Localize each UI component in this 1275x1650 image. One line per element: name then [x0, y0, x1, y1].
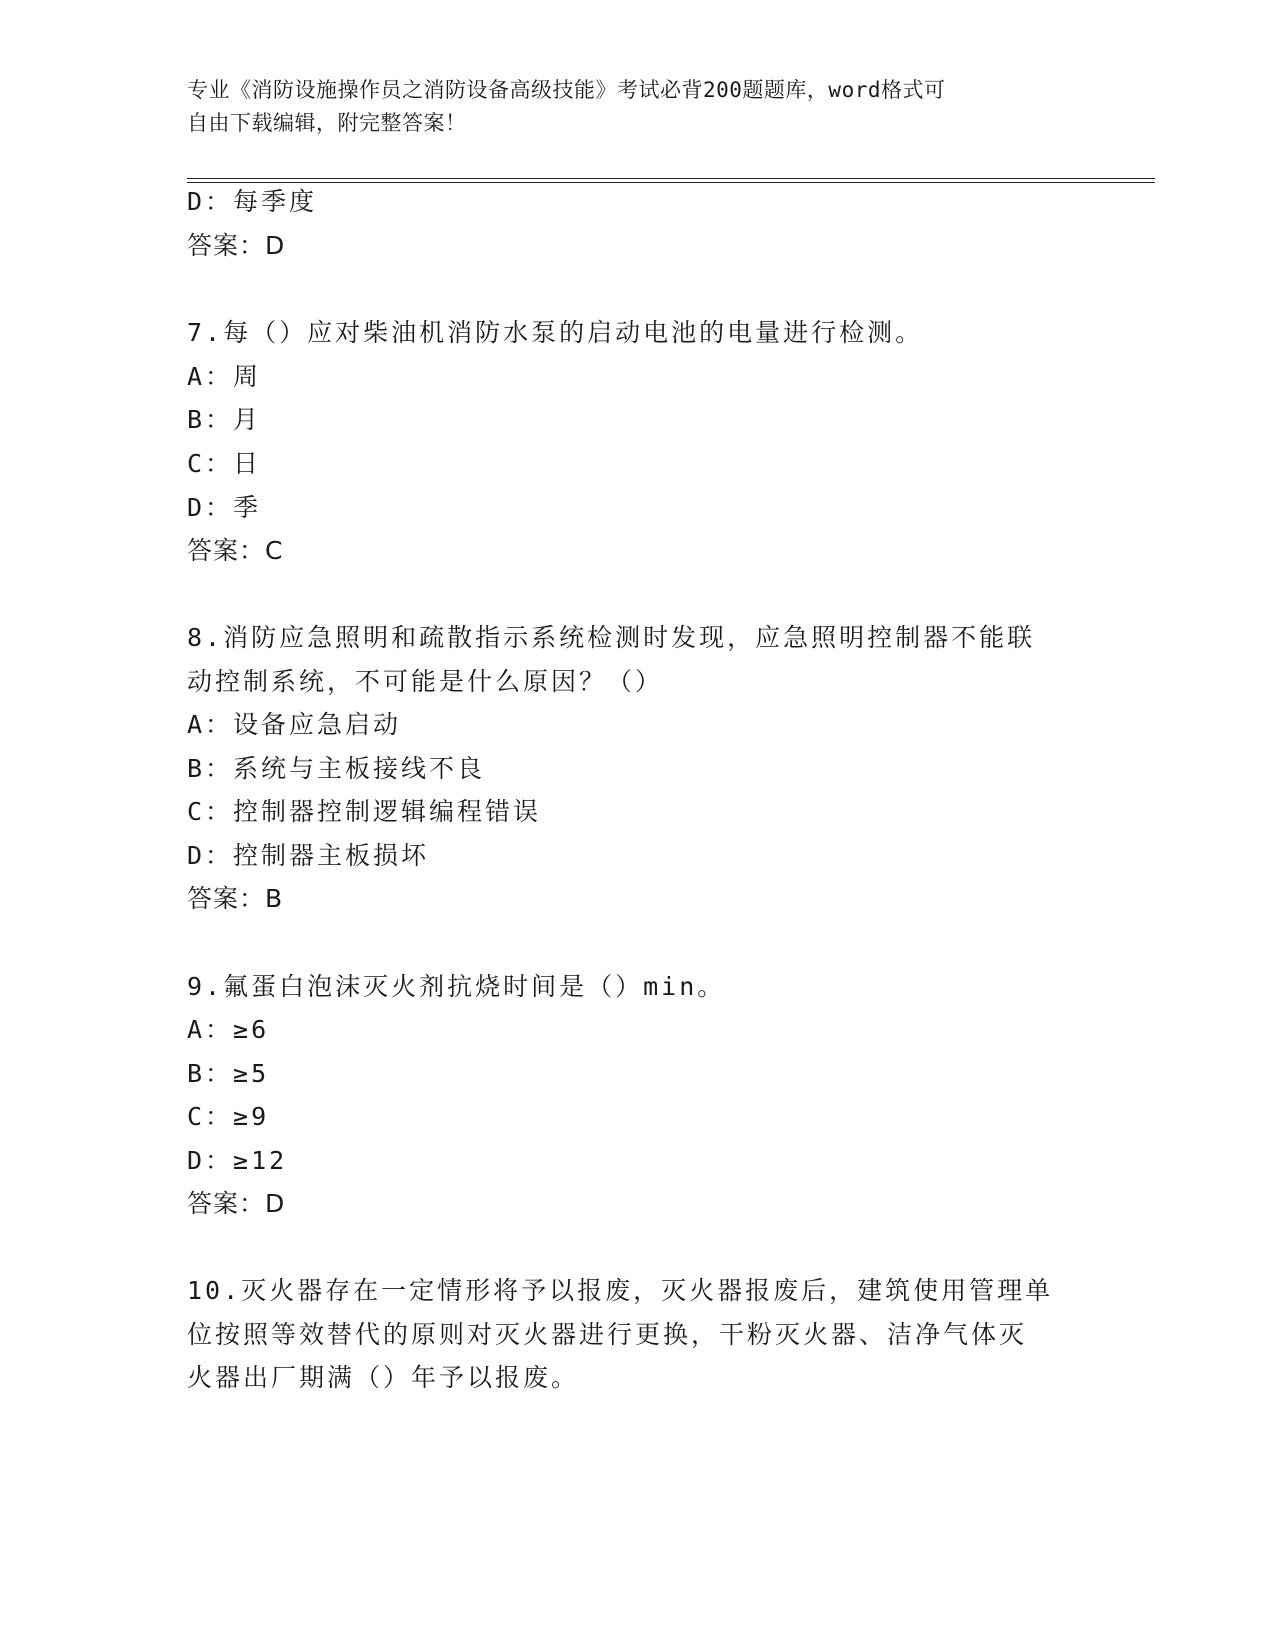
q9-option-d: D：≥12 — [187, 1146, 288, 1175]
header-line-2: 自由下载编辑，附完整答案！ — [187, 111, 467, 135]
q8-stem-line-2: 动控制系统，不可能是什么原因？（） — [187, 667, 664, 696]
q7-answer: 答案：C — [187, 536, 284, 565]
q8-option-d: D：控制器主板损坏 — [187, 841, 430, 870]
q6-answer: 答案：D — [187, 231, 286, 260]
document-header — [187, 74, 1057, 140]
header-line-1: 专业《消防设施操作员之消防设备高级技能》考试必背200题题库，word格式可 — [187, 78, 946, 102]
q8-option-b: B：系统与主板接线不良 — [187, 754, 486, 783]
q9-option-b: B：≥5 — [187, 1059, 270, 1088]
q10-stem-line-1: 10.灭火器存在一定情形将予以报废，灭火器报废后，建筑使用管理单 — [187, 1276, 1054, 1305]
q9-option-c: C：≥9 — [187, 1102, 270, 1131]
q7-option-c: C：日 — [187, 449, 262, 478]
q8-option-a: A：设备应急启动 — [187, 710, 402, 739]
q9-stem: 9.氟蛋白泡沫灭火剂抗烧时间是（）min。 — [187, 972, 726, 1001]
q9-answer: 答案：D — [187, 1189, 286, 1218]
q9-option-a: A：≥6 — [187, 1015, 270, 1044]
q10-stem-line-2: 位按照等效替代的原则对灭火器进行更换，干粉灭火器、洁净气体灭 — [187, 1320, 1028, 1349]
q7-stem: 7.每（）应对柴油机消防水泵的启动电池的电量进行检测。 — [187, 318, 924, 347]
header-divider — [187, 178, 1155, 183]
q8-answer: 答案：B — [187, 884, 284, 913]
q6-option-d: D：每季度 — [187, 187, 318, 216]
q10-stem-line-3: 火器出厂期满（）年予以报废。 — [187, 1363, 580, 1392]
q8-option-c: C：控制器控制逻辑编程错误 — [187, 797, 542, 826]
q8-stem-line-1: 8.消防应急照明和疏散指示系统检测时发现，应急照明控制器不能联 — [187, 623, 1036, 652]
q7-option-b: B：月 — [187, 405, 262, 434]
q7-option-d: D：季 — [187, 493, 262, 522]
q7-option-a: A：周 — [187, 362, 262, 391]
